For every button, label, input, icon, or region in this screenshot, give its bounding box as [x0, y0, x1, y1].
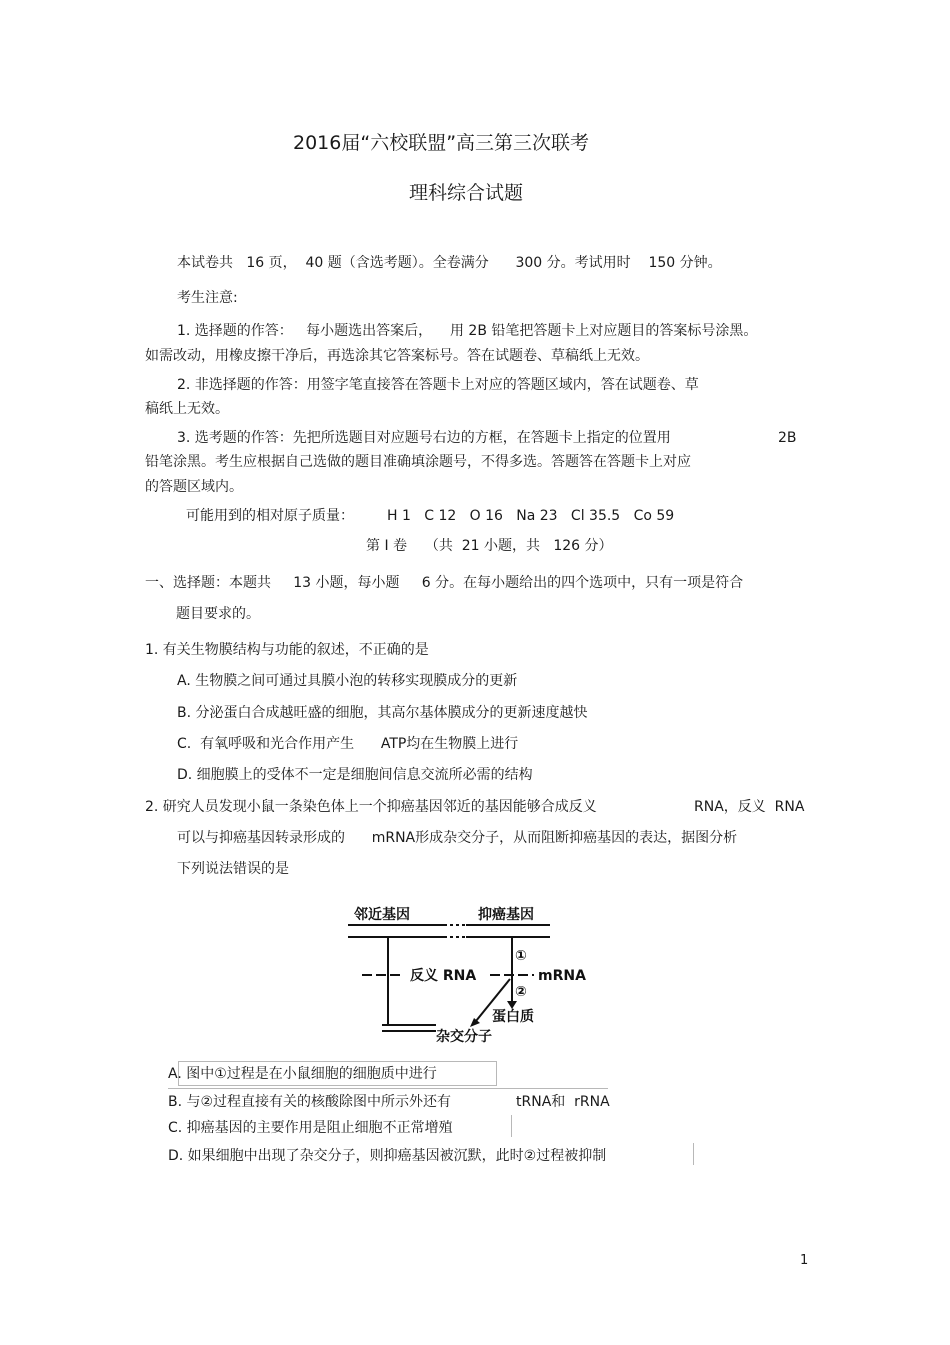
- note-3-line-3: 的答题区域内。: [145, 479, 243, 495]
- question-2-option-c: C. 抑癌基因的主要作用是阻止细胞不正常增殖: [168, 1120, 453, 1136]
- exam-info-line: 本试卷共 16 页， 40 题（含选考题）。全卷满分 300 分。考试用时 150 分钟。: [177, 255, 722, 271]
- option-c-divider: [511, 1115, 512, 1137]
- note-3-line-2: 铅笔涂黑。考生应根据自己选做的题目准确填涂题号，不得多选。答题答在答题卡上对应: [145, 454, 691, 470]
- note-1-line-2: 如需改动，用橡皮擦干净后，再选涂其它答案标号。答在试题卷、草稿纸上无效。: [145, 348, 649, 364]
- question-2-option-b: B. 与②过程直接有关的核酸除图中所示外还有: [168, 1094, 452, 1110]
- page-number: 1: [800, 1253, 809, 1268]
- question-2-stem-line-2: 可以与抑癌基因转录形成的 mRNA形成杂交分子，从而阻断抑癌基因的表达，据图分析: [177, 830, 738, 846]
- atomic-mass-label: 可能用到的相对原子质量：: [186, 508, 354, 524]
- mrna-label: mRNA: [538, 968, 586, 984]
- option-d-divider: [693, 1143, 694, 1165]
- question-2-option-b-tail: tRNA和 rRNA: [516, 1094, 610, 1110]
- question-1-option-d: D. 细胞膜上的受体不一定是细胞间信息交流所必需的结构: [177, 767, 533, 783]
- antisense-rna-label: 反义 RNA: [410, 968, 477, 984]
- section-1-instructions: 一、选择题：本题共 13 小题，每小题 6 分。在每小题给出的四个选项中，只有一项是符合: [145, 575, 744, 591]
- note-3-line-1: 3. 选考题的作答：先把所选题目对应题号右边的方框，在答题卡上指定的位置用: [177, 430, 671, 446]
- exam-title: 2016届“六校联盟”高三第三次联考: [293, 132, 590, 154]
- question-2-stem-line-1-tail: RNA，反义 RNA: [694, 799, 805, 815]
- part-1-heading: 第 Ⅰ 卷 （共 21 小题，共 126 分）: [366, 538, 613, 554]
- notice-heading: 考生注意:: [177, 290, 238, 306]
- question-2-option-d: D. 如果细胞中出现了杂交分子，则抑癌基因被沉默，此时②过程被抑制: [168, 1148, 607, 1164]
- question-1-option-b: B. 分泌蛋白合成越旺盛的细胞，其高尔基体膜成分的更新速度越快: [177, 705, 588, 721]
- gene-left-label: 邻近基因: [354, 907, 410, 923]
- question-1-option-c: C. 有氧呼吸和光合作用产生 ATP均在生物膜上进行: [177, 736, 519, 752]
- gene-right-label: 抑癌基因: [478, 907, 534, 923]
- protein-label: 蛋白质: [492, 1009, 534, 1025]
- antisense-rna-diagram: [340, 897, 600, 1047]
- exam-subtitle: 理科综合试题: [409, 182, 524, 204]
- question-1-stem: 1. 有关生物膜结构与功能的叙述，不正确的是: [145, 642, 429, 658]
- option-b-rule: [168, 1088, 608, 1089]
- question-2-stem-line-3: 下列说法错误的是: [177, 861, 289, 877]
- note-2-line-2: 稿纸上无效。: [145, 401, 229, 417]
- step-1-label: ①: [515, 948, 527, 964]
- question-2-option-a: A. 图中①过程是在小鼠细胞的细胞质中进行: [168, 1066, 437, 1082]
- note-3-line-1-tail: 2B: [778, 430, 797, 446]
- note-1-line-1: 1. 选择题的作答： 每小题选出答案后， 用 2B 铅笔把答题卡上对应题目的答案标号涂黑。: [177, 323, 758, 339]
- hybrid-molecule-label: 杂交分子: [436, 1029, 492, 1045]
- question-2-stem-line-1: 2. 研究人员发现小鼠一条染色体上一个抑癌基因邻近的基因能够合成反义: [145, 799, 597, 815]
- note-2-line-1: 2. 非选择题的作答：用签字笔直接答在答题卡上对应的答题区域内，答在试题卷、草: [177, 377, 699, 393]
- question-1-option-a: A. 生物膜之间可通过具膜小泡的转移实现膜成分的更新: [177, 673, 518, 689]
- section-1-instructions-cont: 题目要求的。: [176, 606, 260, 622]
- atomic-mass-values: H 1 C 12 O 16 Na 23 Cl 35.5 Co 59: [387, 508, 675, 524]
- step-2-label: ②: [515, 984, 527, 1000]
